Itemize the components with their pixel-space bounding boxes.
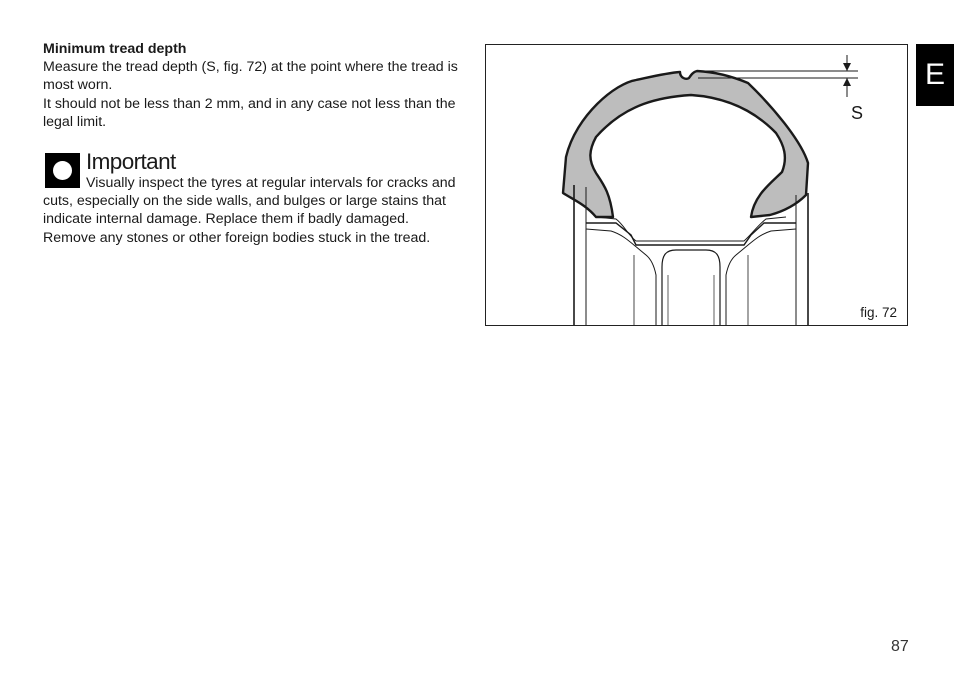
page-number: 87 (891, 638, 909, 655)
important-paragraph-1: Visually inspect the tyres at regular intervals for cracks and cuts, especially on the side walls, and bulges or large stains that indicate internal damage. Replace them if badly damaged. (43, 175, 456, 228)
important-notice (43, 150, 468, 247)
tread-depth-paragraph-1: Measure the tread depth (S, fig. 72) at the point where the tread is most worn. (43, 59, 458, 94)
important-title: Important (86, 149, 176, 175)
tyre-cross-section-figure (485, 44, 908, 326)
figure-caption: fig. 72 (860, 305, 897, 320)
text-column (43, 40, 468, 247)
section-title: Minimum tread depth (43, 41, 187, 57)
tread-depth-label: S (851, 103, 864, 123)
tread-depth-paragraph-2: It should not be less than 2 mm, and in any case not less than the legal limit. (43, 95, 456, 130)
tyre-cross-section-illustration (486, 45, 908, 326)
important-icon (45, 153, 80, 188)
language-tab: E (916, 44, 954, 106)
important-paragraph-2: Remove any stones or other foreign bodies stuck in the tread. (43, 229, 431, 246)
